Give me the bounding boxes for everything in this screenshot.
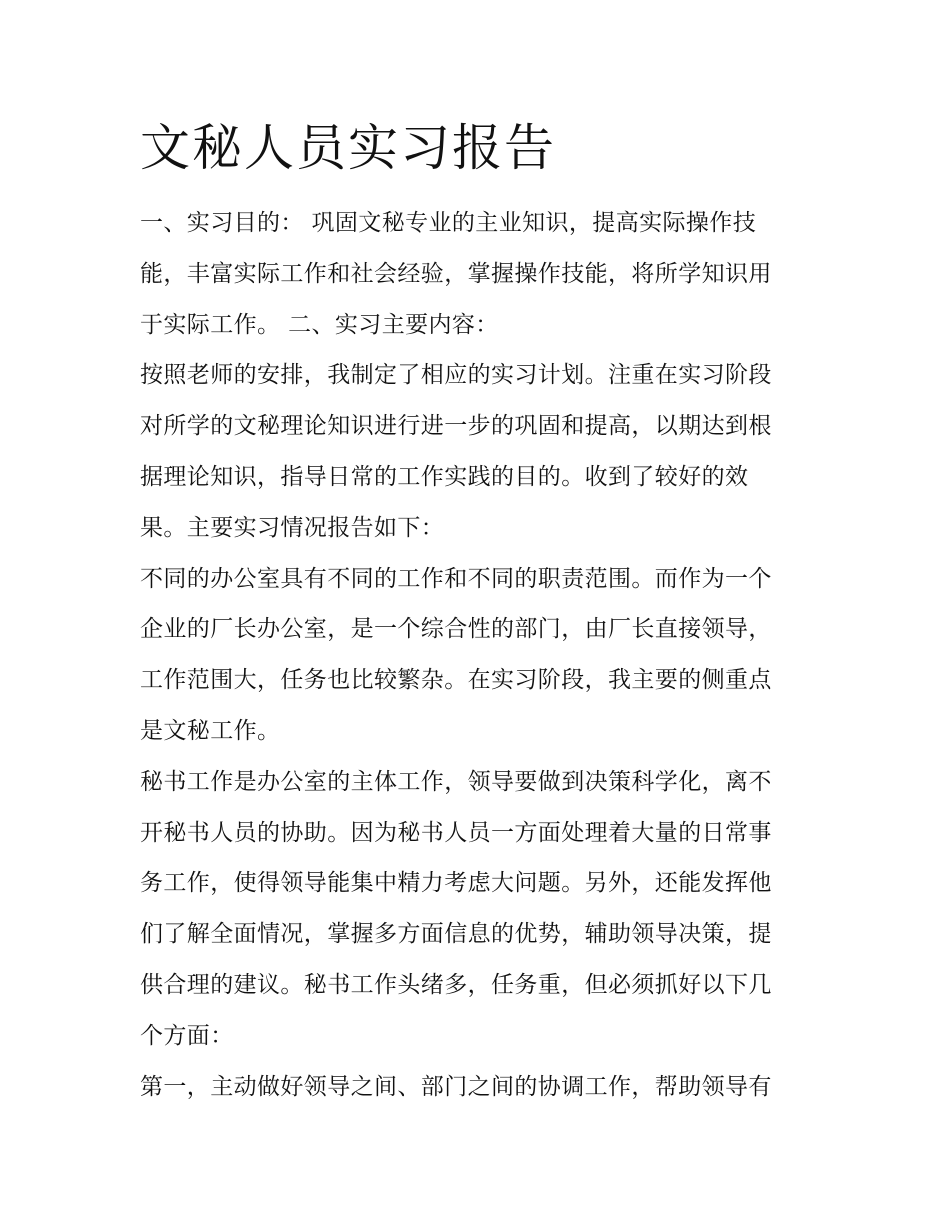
body-line: 务工作，使得领导能集中精力考虑大问题。另外，还能发挥他 bbox=[140, 870, 772, 897]
body-line: 对所学的文秘理论知识进行进一步的巩固和提高，以期达到根 bbox=[140, 413, 772, 440]
document-body bbox=[140, 198, 812, 1112]
body-line: 是文秘工作。 bbox=[140, 717, 281, 744]
body-line: 不同的办公室具有不同的工作和不同的职责范围。而作为一个 bbox=[140, 565, 772, 592]
body-line: 个方面： bbox=[140, 1022, 234, 1049]
body-line: 一、实习目的： 巩固文秘专业的主业知识，提高实际操作技 bbox=[140, 210, 757, 236]
body-line: 们了解全面情况，掌握多方面信息的优势，辅助领导决策，提 bbox=[140, 921, 772, 948]
body-line: 开秘书人员的协助。因为秘书人员一方面处理着大量的日常事 bbox=[140, 819, 772, 846]
body-line: 于实际工作。 二、实习主要内容： bbox=[140, 311, 499, 338]
body-line: 企业的厂长办公室，是一个综合性的部门，由厂长直接领导， bbox=[140, 616, 772, 643]
body-line: 秘书工作是办公室的主体工作，领导要做到决策科学化，离不 bbox=[140, 768, 772, 795]
document-title: 文秘人员实习报告 bbox=[140, 119, 556, 177]
body-line: 供合理的建议。秘书工作头绪多，任务重，但必须抓好以下几 bbox=[140, 971, 772, 998]
body-line: 工作范围大，任务也比较繁杂。在实习阶段，我主要的侧重点 bbox=[140, 667, 772, 694]
body-line: 能，丰富实际工作和社会经验，掌握操作技能，将所学知识用 bbox=[140, 260, 772, 287]
body-line: 果。主要实习情况报告如下： bbox=[140, 514, 445, 541]
body-line: 第一，主动做好领导之间、部门之间的协调工作，帮助领导有 bbox=[140, 1073, 772, 1100]
body-line: 据理论知识，指导日常的工作实践的目的。收到了较好的效 bbox=[140, 463, 749, 490]
body-line: 按照老师的安排，我制定了相应的实习计划。注重在实习阶段 bbox=[140, 362, 772, 389]
